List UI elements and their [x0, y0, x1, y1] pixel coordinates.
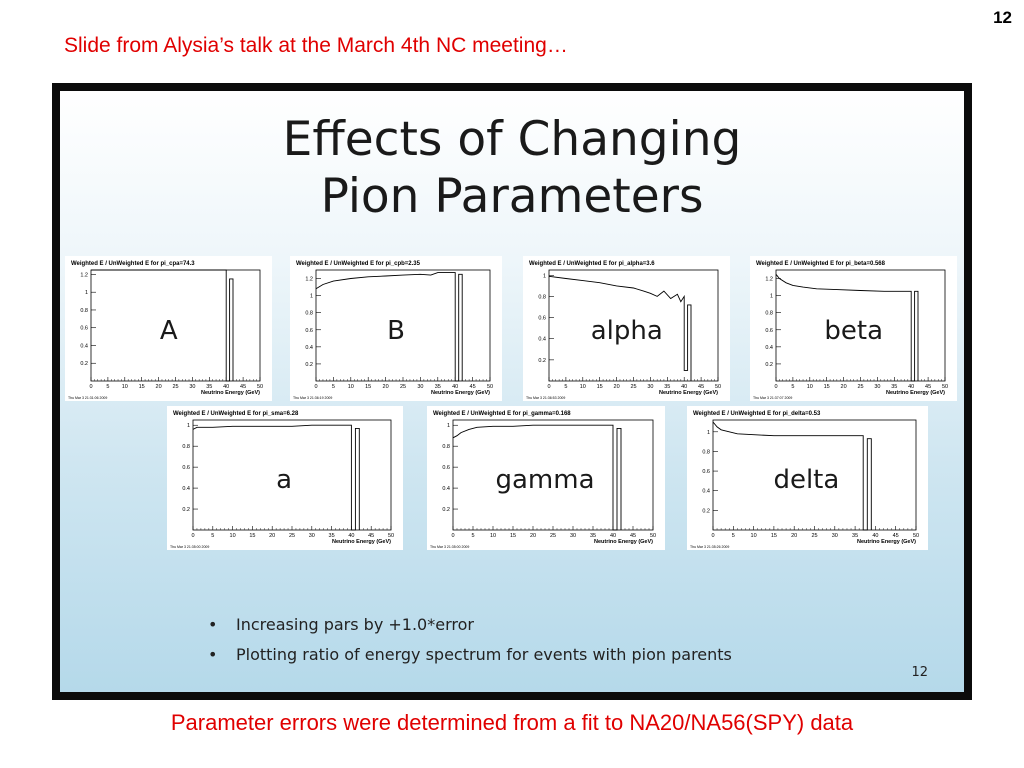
y-tick-label: 1: [309, 293, 313, 300]
y-tick-label: 0.2: [765, 361, 773, 368]
bullet-dot: •: [208, 615, 218, 634]
bullet-dot: •: [208, 645, 218, 664]
x-tick-label: 30: [569, 533, 577, 539]
y-tick-label: 1: [769, 293, 773, 300]
y-tick-label: 1.2: [80, 272, 88, 279]
x-tick-label: 45: [469, 384, 476, 390]
x-tick-label: 10: [347, 384, 354, 390]
y-tick-label: 1: [186, 423, 190, 430]
y-tick-label: 0.8: [305, 310, 313, 317]
x-tick-label: 15: [509, 533, 517, 539]
x-tick-label: 15: [823, 384, 830, 390]
top-caption: Slide from Alysia’s talk at the March 4th NC meeting…: [64, 34, 568, 57]
x-tick-label: 30: [874, 384, 881, 390]
x-tick-label: 20: [382, 384, 389, 390]
x-tick-label: 15: [596, 384, 603, 390]
y-tick-label: 0.2: [538, 357, 546, 364]
x-tick-label: 10: [121, 384, 128, 390]
y-tick-label: 0.2: [442, 507, 450, 514]
x-tick-label: 35: [434, 384, 441, 390]
x-tick-label: 25: [549, 533, 557, 539]
chart-svg: [523, 256, 730, 401]
x-tick-label: 20: [613, 384, 620, 390]
x-tick-label: 5: [471, 533, 475, 539]
chart-title: Weighted E / UnWeighted E for pi_beta=0.568: [756, 261, 885, 267]
x-tick-label: 40: [348, 533, 355, 539]
x-tick-label: 30: [647, 384, 654, 390]
x-tick-label: 15: [365, 384, 372, 390]
plot-panel-beta: [750, 256, 957, 401]
plot-label: alpha: [590, 315, 663, 346]
x-tick-label: 5: [106, 384, 110, 390]
y-tick-label: 0.2: [702, 508, 710, 515]
x-tick-label: 45: [892, 533, 899, 539]
y-tick-label: 0.8: [538, 294, 546, 301]
y-tick-label: 1.2: [305, 276, 313, 283]
chart-footer: Thu Mar 3 21:36:19 2009: [293, 396, 333, 400]
x-tick-label: 40: [452, 384, 459, 390]
plot-label: gamma: [495, 465, 595, 496]
x-tick-label: 25: [630, 384, 637, 390]
chart-svg: [427, 406, 665, 550]
plot-panel-gamma: [427, 406, 665, 550]
x-tick-label: 10: [579, 384, 586, 390]
x-tick-label: 0: [711, 533, 715, 539]
x-axis-label: Neutrino Energy (GeV): [201, 390, 260, 396]
x-tick-label: 10: [806, 384, 813, 390]
inner-page-number: 12: [911, 665, 928, 680]
y-tick-label: 0.4: [305, 344, 313, 351]
x-tick-label: 15: [249, 533, 256, 539]
x-axis-label: Neutrino Energy (GeV): [886, 390, 945, 396]
y-tick-label: 0.6: [182, 465, 190, 472]
y-tick-label: 1: [542, 273, 546, 280]
plot-panel-delta: [687, 406, 928, 550]
chart-footer: Thu Mar 3 21:31:06 2009: [68, 396, 108, 400]
x-tick-label: 25: [857, 384, 864, 390]
x-tick-label: 0: [547, 384, 551, 390]
x-tick-label: 40: [609, 533, 617, 539]
y-tick-label: 1: [84, 290, 88, 297]
y-tick-label: 0.6: [305, 327, 313, 334]
x-axis-label: Neutrino Energy (GeV): [594, 539, 653, 545]
bullet-item: [208, 615, 732, 634]
chart-title: Weighted E / UnWeighted E for pi_cpb=2.35: [296, 261, 420, 267]
slide-title-line1: Effects of Changing: [282, 112, 742, 167]
x-tick-label: 50: [912, 533, 920, 539]
x-tick-label: 35: [328, 533, 335, 539]
y-tick-label: 0.4: [538, 336, 546, 343]
plot-label: A: [159, 315, 178, 346]
plot-panel-alpha: [523, 256, 730, 401]
x-tick-label: 20: [791, 533, 798, 539]
chart-svg: [750, 256, 957, 401]
x-tick-label: 5: [564, 384, 568, 390]
x-tick-label: 40: [908, 384, 915, 390]
x-tick-label: 15: [770, 533, 777, 539]
x-tick-label: 45: [240, 384, 247, 390]
x-tick-label: 45: [629, 533, 637, 539]
x-tick-label: 25: [811, 533, 818, 539]
x-tick-label: 50: [256, 384, 264, 390]
chart-svg: [167, 406, 403, 550]
x-tick-label: 5: [331, 384, 335, 390]
chart-footer: Thu Mar 3 21:35:26 2009: [690, 545, 730, 549]
chart-footer: Thu Mar 3 21:35:00 2009: [170, 545, 210, 549]
x-axis-label: Neutrino Energy (GeV): [659, 390, 718, 396]
chart-svg: [65, 256, 272, 401]
x-tick-label: 0: [89, 384, 93, 390]
slide: [60, 91, 964, 692]
x-tick-label: 50: [387, 533, 395, 539]
plot-label: delta: [773, 465, 840, 496]
x-tick-label: 45: [698, 384, 705, 390]
x-tick-label: 40: [681, 384, 688, 390]
page-number: 12: [993, 8, 1012, 27]
x-tick-label: 15: [138, 384, 145, 390]
chart-footer: Thu Mar 3 21:36:53 2009: [526, 396, 566, 400]
x-axis-label: Neutrino Energy (GeV): [857, 539, 916, 545]
chart-title: Weighted E / UnWeighted E for pi_gamma=0.168: [433, 411, 571, 417]
bullet-item: [208, 645, 732, 664]
x-tick-label: 30: [831, 533, 838, 539]
x-tick-label: 0: [451, 533, 455, 539]
x-tick-label: 20: [269, 533, 276, 539]
y-tick-label: 0.8: [442, 444, 450, 451]
x-tick-label: 35: [891, 384, 898, 390]
x-tick-label: 5: [791, 384, 795, 390]
y-tick-label: 1: [706, 429, 710, 436]
x-tick-label: 35: [852, 533, 859, 539]
x-axis-label: Neutrino Energy (GeV): [332, 539, 391, 545]
bottom-caption: Parameter errors were determined from a fit to NA20/NA56(SPY) data: [170, 710, 854, 735]
y-tick-label: 0.8: [765, 310, 773, 317]
slide-frame: [52, 83, 972, 700]
chart-title: Weighted E / UnWeighted E for pi_sma=6.28: [173, 411, 299, 417]
x-tick-label: 20: [529, 533, 537, 539]
x-tick-label: 10: [750, 533, 757, 539]
slide-title: [60, 111, 964, 225]
plot-panel-B: [290, 256, 502, 401]
plot-label: beta: [824, 315, 884, 346]
x-tick-label: 10: [229, 533, 236, 539]
x-tick-label: 35: [589, 533, 597, 539]
x-tick-label: 0: [774, 384, 778, 390]
y-tick-label: 0.8: [182, 444, 190, 451]
x-tick-label: 30: [417, 384, 424, 390]
slide-title-line2: Pion Parameters: [320, 169, 704, 224]
y-tick-label: 0.6: [702, 469, 710, 476]
x-tick-label: 40: [223, 384, 230, 390]
y-tick-label: 0.2: [182, 507, 190, 514]
y-tick-label: 0.6: [442, 465, 450, 472]
x-tick-label: 45: [368, 533, 375, 539]
y-tick-label: 0.6: [80, 325, 88, 332]
chart-title: Weighted E / UnWeighted E for pi_cpa=74.3: [71, 261, 195, 267]
x-tick-label: 20: [840, 384, 847, 390]
y-tick-label: 0.4: [442, 486, 450, 493]
x-tick-label: 5: [211, 533, 215, 539]
chart-title: Weighted E / UnWeighted E for pi_alpha=3.6: [529, 261, 655, 267]
x-tick-label: 35: [206, 384, 213, 390]
x-tick-label: 50: [941, 384, 949, 390]
x-axis-label: Neutrino Energy (GeV): [431, 390, 490, 396]
chart-svg: [687, 406, 928, 550]
x-tick-label: 50: [714, 384, 722, 390]
chart-footer: Thu Mar 3 21:35:00 2009: [430, 545, 470, 549]
y-tick-label: 0.4: [765, 344, 773, 351]
x-tick-label: 25: [172, 384, 179, 390]
plot-label: B: [387, 315, 405, 346]
y-tick-label: 1.2: [765, 276, 773, 283]
bullet-text: Increasing pars by +1.0*error: [236, 615, 474, 634]
plot-label: a: [276, 465, 293, 496]
y-tick-label: 0.8: [80, 307, 88, 314]
x-tick-label: 45: [925, 384, 932, 390]
x-tick-label: 50: [486, 384, 494, 390]
y-tick-label: 1: [446, 423, 450, 430]
x-tick-label: 10: [489, 533, 497, 539]
x-tick-label: 5: [731, 533, 735, 539]
x-tick-label: 25: [288, 533, 296, 539]
bullet-text: Plotting ratio of energy spectrum for events with pion parents: [236, 645, 732, 664]
plot-panel-a: [167, 406, 403, 550]
chart-title: Weighted E / UnWeighted E for pi_delta=0.53: [693, 411, 821, 417]
x-tick-label: 0: [191, 533, 195, 539]
x-tick-label: 25: [399, 384, 407, 390]
y-tick-label: 0.6: [538, 315, 546, 322]
chart-svg: [290, 256, 502, 401]
y-tick-label: 0.8: [702, 449, 710, 456]
x-tick-label: 30: [189, 384, 196, 390]
y-tick-label: 0.2: [305, 361, 313, 368]
x-tick-label: 30: [308, 533, 315, 539]
x-tick-label: 20: [155, 384, 162, 390]
y-tick-label: 0.6: [765, 327, 773, 334]
x-tick-label: 50: [649, 533, 657, 539]
x-tick-label: 35: [664, 384, 671, 390]
x-tick-label: 40: [872, 533, 879, 539]
y-tick-label: 0.2: [80, 361, 88, 368]
x-tick-label: 0: [314, 384, 318, 390]
y-tick-label: 0.4: [702, 488, 710, 495]
y-tick-label: 0.4: [80, 343, 88, 350]
plot-panel-A: [65, 256, 272, 401]
bullet-list: [208, 615, 732, 675]
chart-footer: Thu Mar 3 21:37:07 2009: [753, 396, 793, 400]
y-tick-label: 0.4: [182, 486, 190, 493]
